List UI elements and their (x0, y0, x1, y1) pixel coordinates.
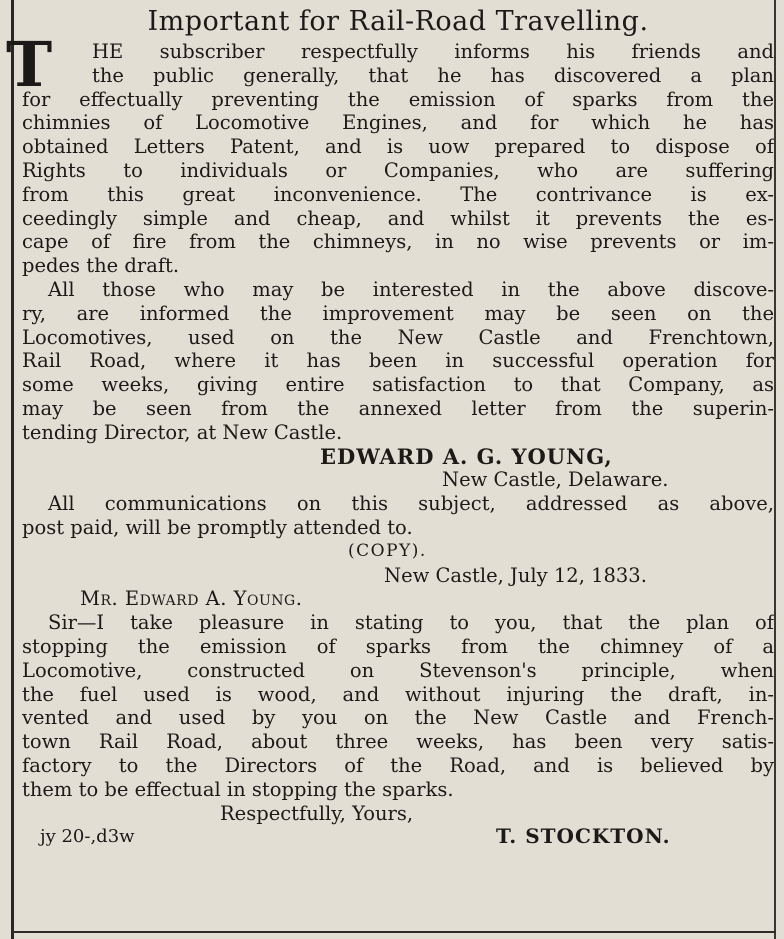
paragraph-inspection (22, 278, 774, 445)
column-rule-right (774, 0, 776, 939)
text-line: the public generally, that he has discovered a plan (92, 63, 774, 87)
text-line: town Rail Road, about three weeks, has been very satis- (22, 730, 774, 754)
text-line: ry, are informed the improvement may be seen on the (22, 301, 774, 325)
letter-signer: T. STOCKTON. (496, 825, 671, 849)
letter-date: New Castle, July 12, 1833. (384, 563, 647, 587)
column-rule-bottom (11, 931, 776, 933)
letter-closing: Respectfully, Yours, (220, 801, 414, 825)
letter-body (22, 611, 774, 801)
signature-name: EDWARD A. G. YOUNG, (320, 444, 613, 469)
letter-salutation: Mr. Edward A. Young. (80, 587, 303, 611)
paragraph-communications (22, 492, 774, 540)
column-rule-left (11, 0, 14, 939)
text-line: Rights to individuals or Companies, who are suffering (22, 158, 774, 182)
text-line: ceedingly simple and cheap, and whilst it prevents the es- (22, 206, 774, 230)
text-line: some weeks, giving entire satisfaction to that Company, as (22, 373, 774, 397)
text-line: pedes the draft. (22, 254, 180, 278)
text-line: tending Director, at New Castle. (22, 420, 343, 444)
text-line: obtained Letters Patent, and is uow prepared to dispose of (22, 135, 774, 159)
text-line: chimnies of Locomotive Engines, and for which he has (22, 111, 774, 135)
text-line: vented and used by you on the New Castle and French- (22, 706, 774, 730)
text-line: Rail Road, where it has been in successful operation for (22, 349, 774, 373)
text-line: All those who may be interested in the above discove- (48, 277, 774, 301)
text-line: factory to the Directors of the Road, and is believed by (22, 753, 774, 777)
text-line: HE subscriber respectfully informs his friends and (92, 40, 774, 63)
drop-cap: T (6, 28, 53, 101)
text-line: stopping the emission of sparks from the chimney of a (22, 634, 774, 658)
text-line: for effectually preventing the emission of sparks from the (22, 87, 774, 111)
text-line: Sir—I take pleasure in stating to you, that the plan of (48, 611, 774, 635)
footer-line (22, 825, 774, 849)
advertisement-column (22, 4, 774, 849)
text-line: them to be effectual in stopping the sparks. (22, 777, 454, 801)
copy-label: (COPY). (348, 540, 427, 561)
signature-place: New Castle, Delaware. (442, 468, 669, 492)
text-line: All communications on this subject, addressed as above, (48, 492, 774, 516)
text-line: may be seen from the annexed letter from the superin- (22, 396, 774, 420)
text-line: from this great inconvenience. The contrivance is ex- (22, 182, 774, 206)
insertion-code: jy 20-,d3w (40, 826, 135, 848)
text-line: Locomotive, constructed on Stevenson's principle, when (22, 658, 774, 682)
text-line: post paid, will be promptly attended to. (22, 515, 413, 539)
paragraph-announcement (22, 40, 774, 278)
text-line: cape of fire from the chimneys, in no wise prevents or im- (22, 230, 774, 254)
text-line: Locomotives, used on the New Castle and Frenchtown, (22, 325, 774, 349)
text-line: the fuel used is wood, and without injuring the draft, in- (22, 682, 774, 706)
headline: Important for Rail-Road Travelling. (147, 6, 649, 37)
